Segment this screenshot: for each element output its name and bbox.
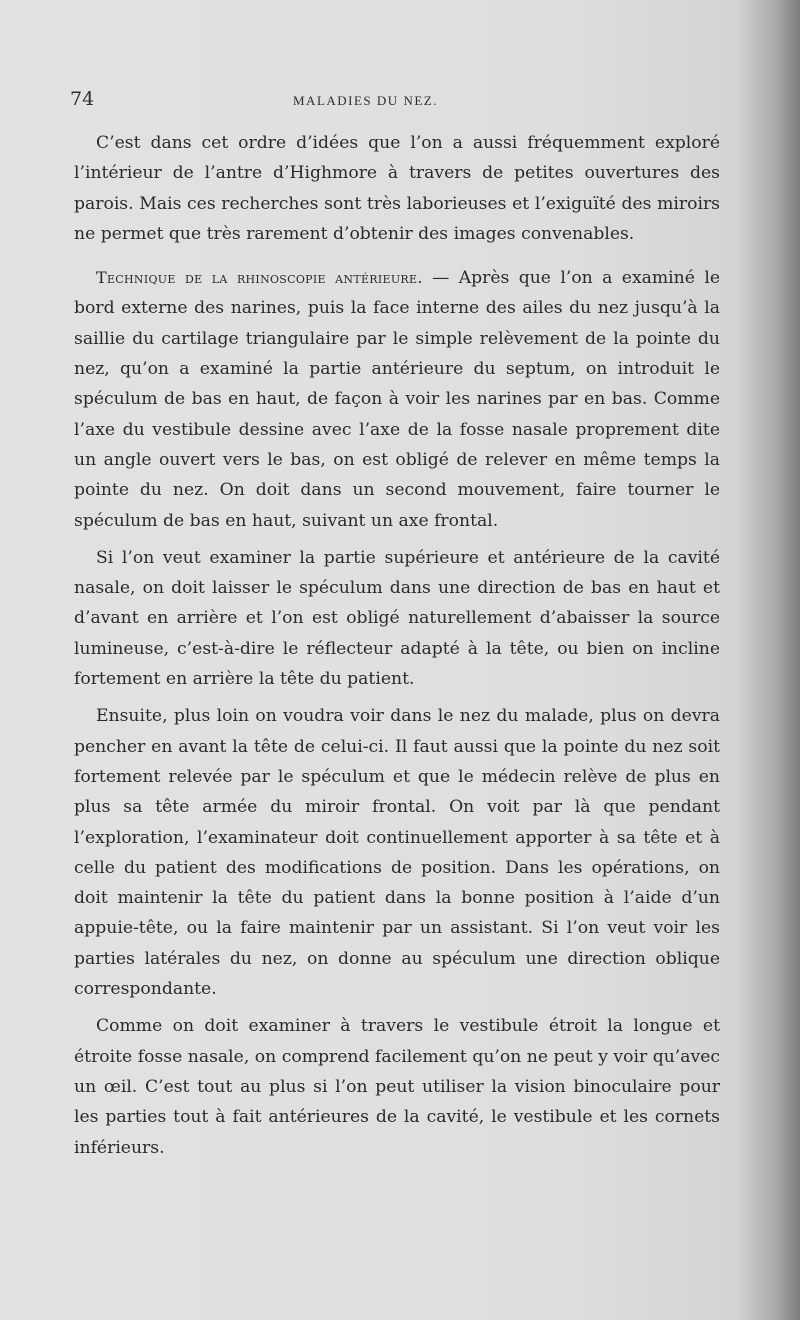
- paragraph-2-text: — Après que l’on a examiné le bord externe des narines, puis la face interne des ailes du nez jusqu’à la saillie du cartilage triangulaire par le simple relèvement de la pointe du nez, qu’on a examiné la partie antérieure du septum, on introduit le spéculum de bas en haut, de façon à voir les narines par en bas. Comme l’axe du vestibule dessine avec l’axe de la fosse nasale proprement dite un angle ouvert vers le bas, on est obligé de relever en même temps la pointe du nez. On doit dans un second mouvement, faire tourner le spéculum de bas en haut, suivant un axe frontal.: [74, 268, 720, 531]
- running-head: MALADIES DU NEZ.: [293, 93, 438, 108]
- paragraph-5: Comme on doit examiner à travers le vestibule étroit la longue et étroite fosse nasale, on comprend facilement qu’on ne peut y voir qu’avec un œil. C’est tout au plus si l’on peut utiliser la vision binoculaire pour les parties tout à fait antérieures de la cavité, le vestibule et les cornets inférieurs.: [74, 1016, 720, 1158]
- body-text: [74, 128, 720, 1163]
- section-title: Technique de la rhinoscopie antérieure.: [96, 268, 423, 288]
- page-number: 74: [70, 88, 95, 110]
- paragraph-2: [74, 263, 720, 536]
- paragraph-1: C’est dans cet ordre d’idées que l’on a aussi fréquemment exploré l’intérieur de l’antre d’Highmore à travers de petites ouvertures des parois. Mais ces recherches sont très laborieuses et l’exiguïté des miroirs ne permet que très rarement d’obtenir des images convenables.: [74, 133, 720, 244]
- paragraph-4: Ensuite, plus loin on voudra voir dans le nez du malade, plus on devra pencher en avant la tête de celui-ci. Il faut aussi que la pointe du nez soit fortement relevée par le spéculum et que le médecin relève de plus en plus sa tête armée du miroir frontal. On voit par là que pendant l’exploration, l’examinateur doit continuellement apporter à sa tête et à celle du patient des modifications de position. Dans les opérations, on doit maintenir la tête du patient dans la bonne position à l’aide d’un appuie-tête, ou la faire maintenir par un assistant. Si l’on veut voir les parties latérales du nez, on donne au spéculum une direction oblique correspondante.: [74, 706, 720, 1000]
- paragraph-3: Si l’on veut examiner la partie supérieure et antérieure de la cavité nasale, on doit laisser le spéculum dans une direction de bas en haut et d’avant en arrière et l’on est obligé naturellement d’abaisser la source lumineuse, c’est-à-dire le réflecteur adapté à la tête, ou bien on incline fortement en arrière la tête du patient.: [74, 547, 720, 690]
